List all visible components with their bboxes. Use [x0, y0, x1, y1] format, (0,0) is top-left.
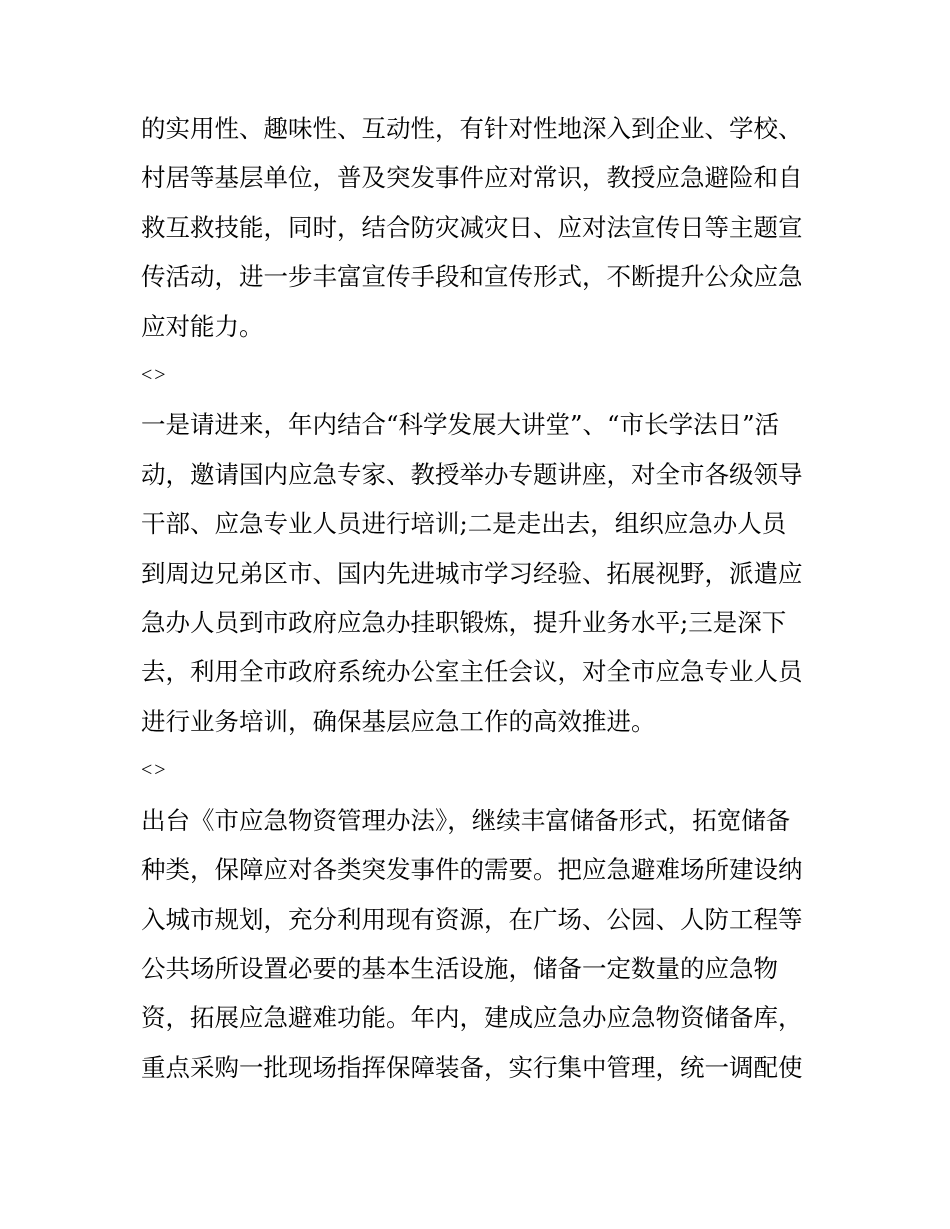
document-body [141, 104, 831, 1092]
section-separator-1: <> [141, 364, 168, 387]
paragraph-emergency-supplies: 出台《市应急物资管理办法》，继续丰富储备形式，拓宽储备 种类，保障应对各类突发事件的需要。把应急避难场所建设纳 入城市规划，充分利用现有资源，在广场、公园、人防工程等 公共场所设置必要的基本生活设施，储备一定数量的应急物 资，拓展应急避难功能。年内，建成应急办应急物资储备库， 重点采购一批现场指挥保障装备，实行集中管理，统一调配使 [141, 805, 803, 1082]
section-separator-2: <> [141, 759, 168, 782]
paragraph-public-awareness: 的实用性、趣味性、互动性，有针对性地深入到企业、学校、 村居等基层单位，普及突发事件应对常识，教授应急避险和自 救互救技能，同时，结合防灾减灾日、应对法宣传日等主题宣 传活动，进一步丰富宣传手段和宣传形式，不断提升公众应急 应对能力。 [141, 114, 803, 341]
paragraph-training: 一是请进来，年内结合“科学发展大讲堂”、“市长学法日”活 动，邀请国内应急专家、教授举办专题讲座，对全市各级领导 干部、应急专业人员进行培训;二是走出去，组织应急办人员 到周边兄弟区市、国内先进城市学习经验、拓展视野，派遣应 急办人员到市政府应急办挂职锻炼，提升业务水平;三是深下 去，利用全市政府系统办公室主任会议，对全市应急专业人员 进行业务培训，确保基层应急工作的高效推进。 [141, 410, 803, 736]
